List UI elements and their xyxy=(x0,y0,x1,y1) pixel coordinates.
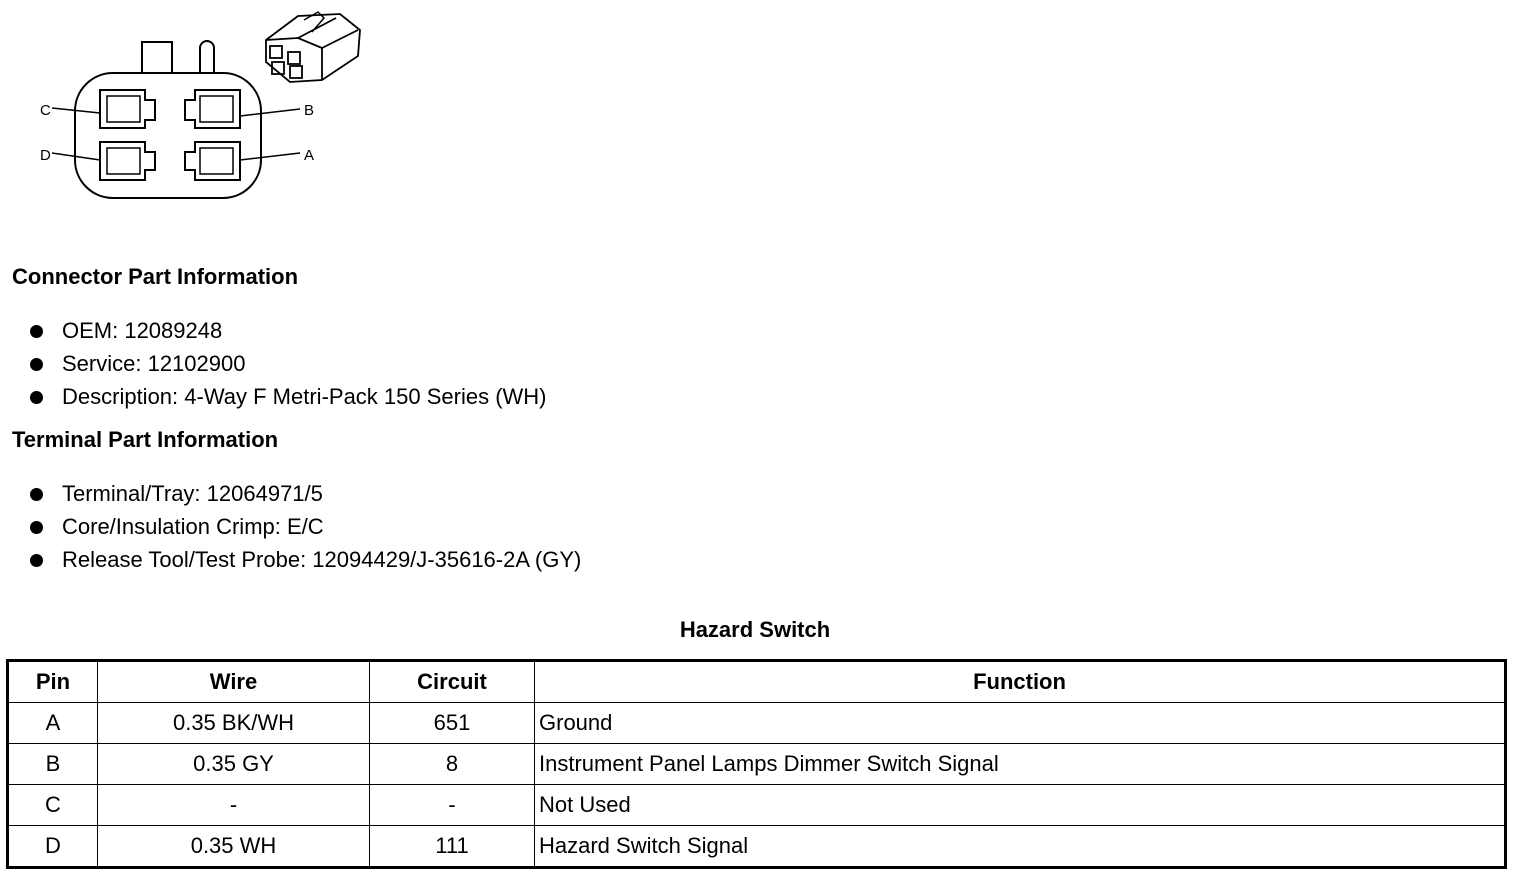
cell-wire: 0.35 GY xyxy=(98,744,370,785)
cell-wire: - xyxy=(98,785,370,826)
connector-lock-tab xyxy=(142,42,172,74)
pin-label-c: C xyxy=(40,102,51,119)
list-item xyxy=(0,514,581,547)
cell-function: Ground xyxy=(535,703,1506,744)
bullet-icon xyxy=(30,391,43,404)
cell-pin: A xyxy=(8,703,98,744)
bullet-icon xyxy=(30,521,43,534)
bullet-icon xyxy=(30,358,43,371)
connector-diagram xyxy=(0,0,380,215)
cell-circuit: 111 xyxy=(370,826,535,868)
pin-label-d: D xyxy=(40,147,51,164)
connector-part-info-heading: Connector Part Information xyxy=(12,264,299,289)
pin-label-a: A xyxy=(304,147,315,164)
table-row xyxy=(8,826,1506,868)
bullet-icon xyxy=(30,488,43,501)
list-item-text: Release Tool/Test Probe: 12094429/J-35616-2A (GY) xyxy=(62,547,582,572)
connector-part-info-list xyxy=(0,318,547,417)
cell-circuit: - xyxy=(370,785,535,826)
cell-pin: B xyxy=(8,744,98,785)
table-row xyxy=(8,744,1506,785)
list-item xyxy=(0,481,581,514)
cell-function: Hazard Switch Signal xyxy=(535,826,1506,868)
list-item xyxy=(0,318,547,351)
list-item-text: Service: 12102900 xyxy=(62,351,246,376)
list-item-text: Core/Insulation Crimp: E/C xyxy=(62,514,324,539)
list-item xyxy=(0,384,547,417)
header-pin: Pin xyxy=(8,661,98,703)
table-row xyxy=(8,703,1506,744)
header-wire: Wire xyxy=(98,661,370,703)
connector-latch-post xyxy=(200,41,214,74)
cell-function: Not Used xyxy=(535,785,1506,826)
pin-label-b: B xyxy=(304,102,315,119)
cell-circuit: 651 xyxy=(370,703,535,744)
list-item xyxy=(0,351,547,384)
cell-circuit: 8 xyxy=(370,744,535,785)
terminal-part-info-list xyxy=(0,481,581,580)
header-circuit: Circuit xyxy=(370,661,535,703)
header-function: Function xyxy=(535,661,1506,703)
cell-function: Instrument Panel Lamps Dimmer Switch Signal xyxy=(535,744,1506,785)
cell-wire: 0.35 WH xyxy=(98,826,370,868)
list-item-text: Description: 4-Way F Metri-Pack 150 Series (WH) xyxy=(62,384,547,409)
terminal-part-info-heading: Terminal Part Information xyxy=(12,427,279,452)
pinout-table xyxy=(6,659,1507,869)
list-item-text: OEM: 12089248 xyxy=(62,318,223,343)
cell-wire: 0.35 BK/WH xyxy=(98,703,370,744)
table-title: Hazard Switch xyxy=(679,617,831,642)
connector-thumbnail-icon xyxy=(266,12,360,82)
table-row xyxy=(8,785,1506,826)
list-item-text: Terminal/Tray: 12064971/5 xyxy=(62,481,323,506)
bullet-icon xyxy=(30,554,43,567)
cell-pin: D xyxy=(8,826,98,868)
table-header-row xyxy=(8,661,1506,703)
bullet-icon xyxy=(30,325,43,338)
cell-pin: C xyxy=(8,785,98,826)
list-item xyxy=(0,547,581,580)
